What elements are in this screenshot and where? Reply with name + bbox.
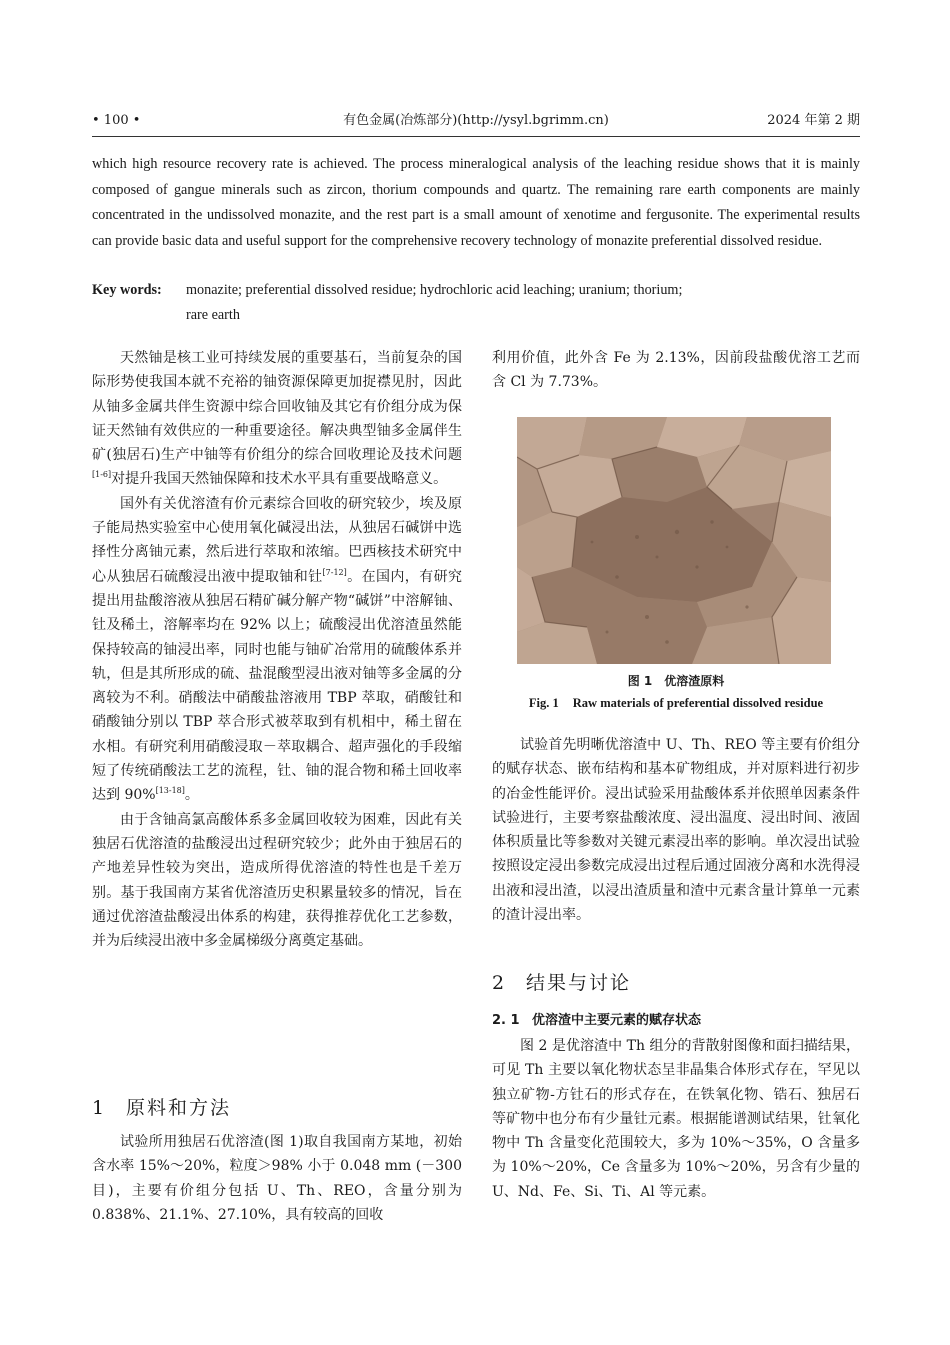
subsection-heading-2-1: [492, 1010, 860, 1032]
page-number: • 100 •: [92, 113, 141, 128]
paragraph-results: 图 2 是优溶渣中 Th 组分的背散射图像和面扫描结果，可见 Th 主要以氧化物状态呈非晶集合体形式存在，罕见以独立矿物-方钍石的形式存在，在铁氧化物、锆石、独居石等矿物中也分布有少量钍元素。根据能谱测试结果，钍氧化物中 Th 含量变化范围较大，多为 10%～35%，O 含量多为 10%～20%，Ce 含量多为 10%～20%，另含有少量的 U、Nd、Fe、Si、Ti、Al 等元素。: [492, 1038, 860, 1200]
section-number: 1: [92, 1097, 107, 1119]
section-heading-1: [92, 1093, 462, 1123]
issue-label: 2024 年第 2 期: [767, 113, 860, 128]
right-column-bottom: [492, 1034, 860, 1204]
keywords-line-1: monazite; preferential dissolved residue; hydrochloric acid leaching; uranium; thorium;: [186, 282, 683, 298]
header-rule: [92, 136, 860, 137]
figure-caption-text: Raw materials of preferential dissolved residue: [572, 696, 824, 710]
section-number: 2: [492, 972, 507, 994]
right-column-middle: [492, 733, 860, 927]
keywords-label: Key words:: [92, 282, 162, 298]
residue-lumps: [517, 417, 831, 664]
figure-raw-material-photo: [517, 417, 831, 664]
paragraph-materials: 试验所用独居石优溶渣(图 1)取自我国南方某地，初始含水率 15%～20%，粒度＞98% 小于 0.048 mm (－300 目)，主要有价组分包括 U、Th、REO，含量分别为 0.838%、21.1%、27.10%，具有较高的回收: [92, 1134, 462, 1223]
citation: [7-12]: [322, 567, 347, 577]
section-heading-2: [492, 968, 860, 998]
keywords: [92, 278, 860, 328]
citation: [1-6]: [92, 470, 112, 480]
section-title: 结果与讨论: [526, 972, 632, 994]
abstract-english: which high resource recovery rate is achieved. The process mineralogical analysis of the leaching residue shows that it is mainly composed of gangue minerals such as zircon, thorium compounds and quartz. The remaining rare earth components are mainly concentrated in the undissolved monazite, and the rest part is a small amount of xenotime and fergusonite. The experimental results can provide basic data and useful support for the comprehensive recovery technology of monazite preferential dissolved residue.: [92, 156, 860, 249]
keywords-line-2: rare earth: [186, 307, 240, 323]
running-header: [92, 110, 860, 132]
paragraph-intro-2: 国外有关优溶渣有价元素综合回收的研究较少，埃及原子能局热实验室中心使用氧化碱浸出法，从独居石碱饼中选择性分离铀元素，然后进行萃取和浓缩。巴西核技术研究中心从独居石硫酸浸出液中提取铀和钍[7-12]。在国内，有研究提出用盐酸溶液从独居石精矿碱分解产物“碱饼”中溶解铀、钍及稀土，溶解率均在 92% 以上；硫酸浸出优溶渣虽然能保持较高的铀浸出率，同时也能与铀矿冶常用的硫酸体系并轨，但是其所形成的硫、盐混酸型浸出液对铀等多金属的分离较为不利。硝酸法中硝酸盐溶液用 TBP 萃取，硝酸钍和硝酸铀分别以 TBP 萃合形式被萃取到有机相中，稀土留在水相。有研究利用硝酸浸取－萃取耦合、超声强化的手段缩短了传统硝酸法工艺的流程，钍、铀的混合物和稀土回收率达到 90%[13-18]。: [92, 495, 463, 804]
right-column-top: [492, 346, 860, 395]
figure-caption-chinese: 图 1 优溶渣原料: [627, 674, 725, 688]
paragraph-intro-3: 由于含铀高氯高酸体系多金属回收较为困难，因此有关独居石优溶渣的盐酸浸出过程研究较少；此外由于独居石的产地差异性较为突出，造成所得优溶渣的特性也是千差万别。基于我国南方某省优溶渣历史积累量较多的情况，旨在通过优溶渣盐酸浸出体系的构建，获得推荐优化工艺参数，并为后续浸出液中多金属梯级分离奠定基础。: [92, 811, 462, 950]
left-column-top: [92, 346, 462, 953]
paragraph-intro-1: 天然铀是核工业可持续发展的重要基石，当前复杂的国际形势使我国本就不充裕的铀资源保障更加捉襟见肘，因此从铀多金属共伴生资源中综合回收铀及其它有价组分成为保证天然铀有效供应的一种重要途径。解决典型铀多金属伴生矿(独居石)生产中铀等有价组分的综合回收理论及技术问题[1-6]对提升我国天然铀保障和技术水平具有重要战略意义。: [92, 350, 462, 488]
citation: [13-18]: [155, 786, 185, 796]
paragraph-methods: 试验首先明晰优溶渣中 U、Th、REO 等主要有价组分的赋存状态、嵌布结构和基本矿物组成，并对原料进行初步的冶金性能评价。浸出试验采用盐酸体系并依照单因素条件试验进行，主要考察盐酸浓度、浸出温度、浸出时间、液固体积质量比等参数对关键元素浸出率的影响。单次浸出试验按照设定浸出参数完成浸出过程后通过固液分离和水洗得浸出液和浸出渣，以浸出渣质量和渣中元素含量计算单一元素的渣计浸出率。: [492, 737, 860, 924]
left-column-bottom: [92, 1130, 462, 1227]
paragraph-materials-cont: 利用价值，此外含 Fe 为 2.13%，因前段盐酸优溶工艺而含 Cl 为 7.73%。: [492, 350, 860, 391]
figure-label: Fig. 1: [528, 696, 559, 710]
figure-caption-english: [492, 694, 860, 712]
residue-photo-illustration: [517, 417, 831, 664]
subsection-number: 2. 1: [492, 1013, 520, 1028]
journal-title: 有色金属(冶炼部分)(http://ysyl.bgrimm.cn): [343, 113, 609, 128]
section-title: 原料和方法: [126, 1097, 232, 1119]
subsection-title: 优溶渣中主要元素的赋存状态: [532, 1013, 702, 1028]
